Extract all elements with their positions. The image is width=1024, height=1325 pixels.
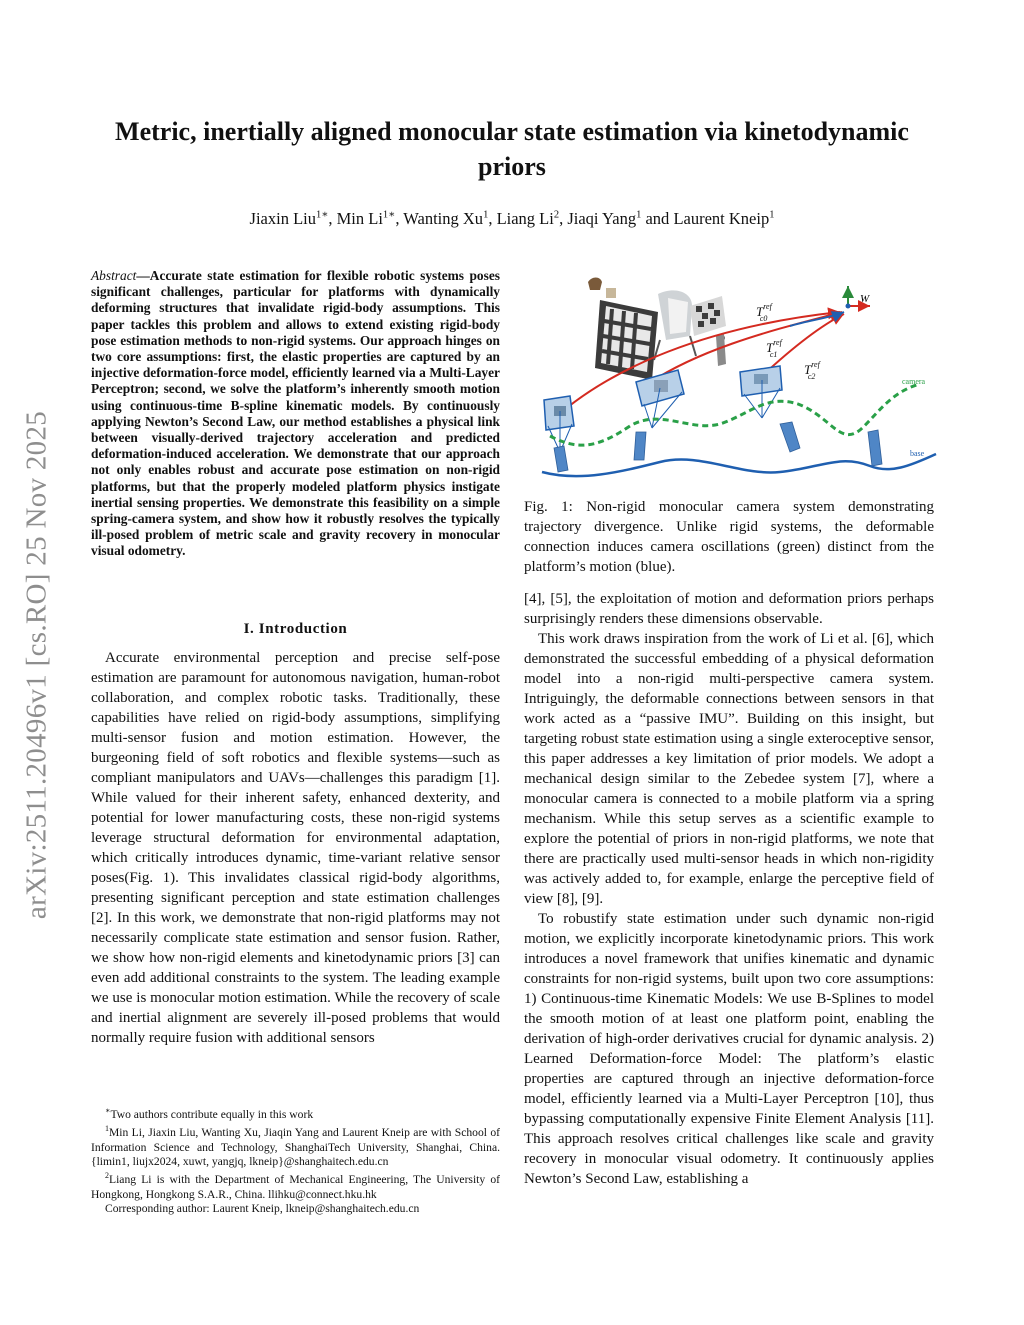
arxiv-identifier: arXiv:2511.20496v1 [cs.RO] 25 Nov 2025 [20, 410, 53, 920]
author: Jiaqi Yang$^1$ and [567, 208, 674, 228]
arxiv-sidebar-stamp [8, 365, 66, 965]
figure-1-caption: Fig. 1: Non-rigid monocular camera system demonstrating trajectory divergence. Unlike rigid systems, the deformable connection induces camera oscillations (green) distinct from the platform’s motion (blue). [524, 499, 934, 575]
spring-3 [868, 430, 882, 466]
world-frame-axes [846, 286, 871, 309]
right-column-body [524, 589, 934, 1189]
platform-photo [584, 278, 734, 381]
footnote-affiliation-1: $^1$Min Li, Jiaxin Liu, Wanting Xu, Jiaqin Yang and Laurent Kneip are with School of Information Science and Technology, ShanghaiTech University, Shanghai, China. {limin1, liujx2024, xuwt, yangjq, lkneip}@shanghaitech.edu.cn [91, 1124, 500, 1168]
author: Wanting Xu$^1$, [403, 208, 497, 228]
abstract-dash: — [136, 268, 150, 283]
figure-1-diagram [540, 276, 940, 486]
author: Min $Li^{1∗}$, [336, 208, 404, 228]
section-heading-introduction: I. Introduction [243, 621, 348, 637]
author: Liang Li$^2$, [496, 208, 568, 228]
label-T-c2: $T^{ref}$ c2 [804, 360, 820, 381]
author: Jiaxin Liu$^{1∗}$, [249, 208, 337, 228]
author: Laurent Kneip$^1$ [673, 208, 775, 228]
hat [588, 278, 602, 291]
body-paragraph: Accurate environmental perception and precise self-pose estimation are paramount for autonomous navigation, human-robot collaboration, and complex robotic tasks. Traditionally, these capabilities have relied on rigid-body assumptions, simplifying multi-sensor fusion and motion estimation. However, the burgeoning field of soft robotics and flexible systems—such as compliant manipulators and UAVs—challenges this paradigm [1]. While valued for their inherent safety, enhanced dexterity, and potential for lower manufacturing costs, these non-rigid systems leverage structural deformation for environmental adaptation, which critically introduces dynamic, time-variant relative sensor poses(Fig. 1). This invalidates classical rigid-body algorithms, presenting significant perception and state estimation challenges [2]. In this work, we demonstrate that non-rigid platforms may not necessarily complicate state estimation and sensor fusion. Rather, we show how non-rigid elements and kinetodynamic priors [3] can even add additional constraints to the system. The leading example we use is monocular motion estimation. While the recovery of scale and inertial alignment are severely ill-posed problems that would normally require fusion with additional sensors [91, 650, 500, 1046]
label-T-c1: $T^{ref}$ c1 [766, 338, 782, 359]
camera-trajectory-label: camera [902, 377, 926, 386]
base-trajectory-label: base [910, 449, 925, 458]
author-list [80, 208, 944, 229]
body-paragraph: [4], [5], the exploitation of motion and deformation priors perhaps surprisingly renders these dimensions observable. [524, 591, 934, 627]
spring-0 [554, 446, 568, 472]
paper-title: Metric, inertially aligned monocular state estimation via kinetodynamic priors [115, 117, 909, 181]
spring-2 [780, 422, 800, 452]
footnote-equal-contribution: ∗Two authors contribute equally in this work [105, 1106, 314, 1121]
camera-frame-2 [740, 366, 782, 418]
footnote-corresponding-author: Corresponding author: Laurent Kneip, lkneip@shanghaitech.edu.cn [105, 1202, 420, 1216]
camera-frames [544, 366, 782, 452]
body-paragraph: To robustify state estimation under such dynamic non-rigid motion, we explicitly incorporate kinetodynamic priors. This work introduces a novel framework that unifies kinematic and dynamic constraints for non-rigid systems, built upon two core assumptions: 1) Continuous-time Kinematic Models: We use B-Splines to model the smooth motion of at least one platform point, enabling the derivation of high-order derivatives crucial for dynamic analysis. 2) Learned Deformation-force Model: The platform’s elastic properties are captured through an injective deformation-force model, efficiently learned via a Multi-Layer Perceptron [10], thus bypassing computationally expensive Finite Element Analysis [11]. This approach resolves critical challenges like scale and gravity recovery in monocular visual odometry. It continuously applies Newton’s Second Law, establishing a [524, 911, 934, 1187]
camera-trajectory [550, 384, 920, 445]
world-frame-label: W [860, 293, 870, 305]
body-paragraph: This work draws inspiration from the work of Li et al. [6], which demonstrated the successful embedding of a physical deformation model into a non-rigid multi-perspective camera system. Intriguingly, the deformable connections between sensors in that work acted as a “passive IMU”. Building on this insight, but targeting robust state estimation using a single exteroceptive sensor, this paper addresses a key limitation of prior models. We adopt a mechanical design similar to the Zebedee system [7], where a monocular camera is connected to a mobile platform via a spring mechanism. While this setup serves as a scientific example to explore the potential of priors in non-rigid platforms, we note that there are practically used multi-sensor heads in which non-rigidity was actively added to, for example, enlarge the perceptive field of view [8], [9]. [524, 631, 934, 907]
abstract-text: Accurate state estimation for flexible robotic systems poses significant challenges, particular for platforms with dynamically deforming structures that invalidate rigid-body assumptions. This paper tackles this problem and allows to extend existing rigid-body pose estimation methods to non-rigid systems. Our approach hinges on two core assumptions: first, the elastic properties are captured by an injective deformation-force model, efficiently learned via a Multi-Layer Perceptron; second, we solve the platform’s inherently smooth motion using continuous-time B-spline kinematic models. By continuously applying Newton’s Second Law, our method establishes a physical link between visually-derived trajectory acceleration and predicted deformation-induced acceleration. We demonstrate that our approach not only enables robust and accurate pose estimation on non-rigid platforms, but that the properly modeled platform physics instigate inertial sensing properties. We demonstrate this feasibility on a simple spring-camera system, and show how it robustly resolves the typically ill-posed problem of metric scale and gravity recovery in monocular visual odometry. [91, 268, 500, 559]
footnotes [91, 1104, 500, 1216]
left-column-body [91, 648, 500, 1048]
spring-1 [634, 432, 646, 460]
label-T-c0: $T^{ref}$ c0 [756, 302, 772, 323]
abstract [91, 268, 500, 560]
footnote-affiliation-2: $^2$Liang Li is with the Department of Mechanical Engineering, The University of Hongkong, Hongkong S.A.R., China. llihku@connect.hku.hk [91, 1171, 500, 1201]
abstract-label: Abstract [91, 268, 137, 283]
